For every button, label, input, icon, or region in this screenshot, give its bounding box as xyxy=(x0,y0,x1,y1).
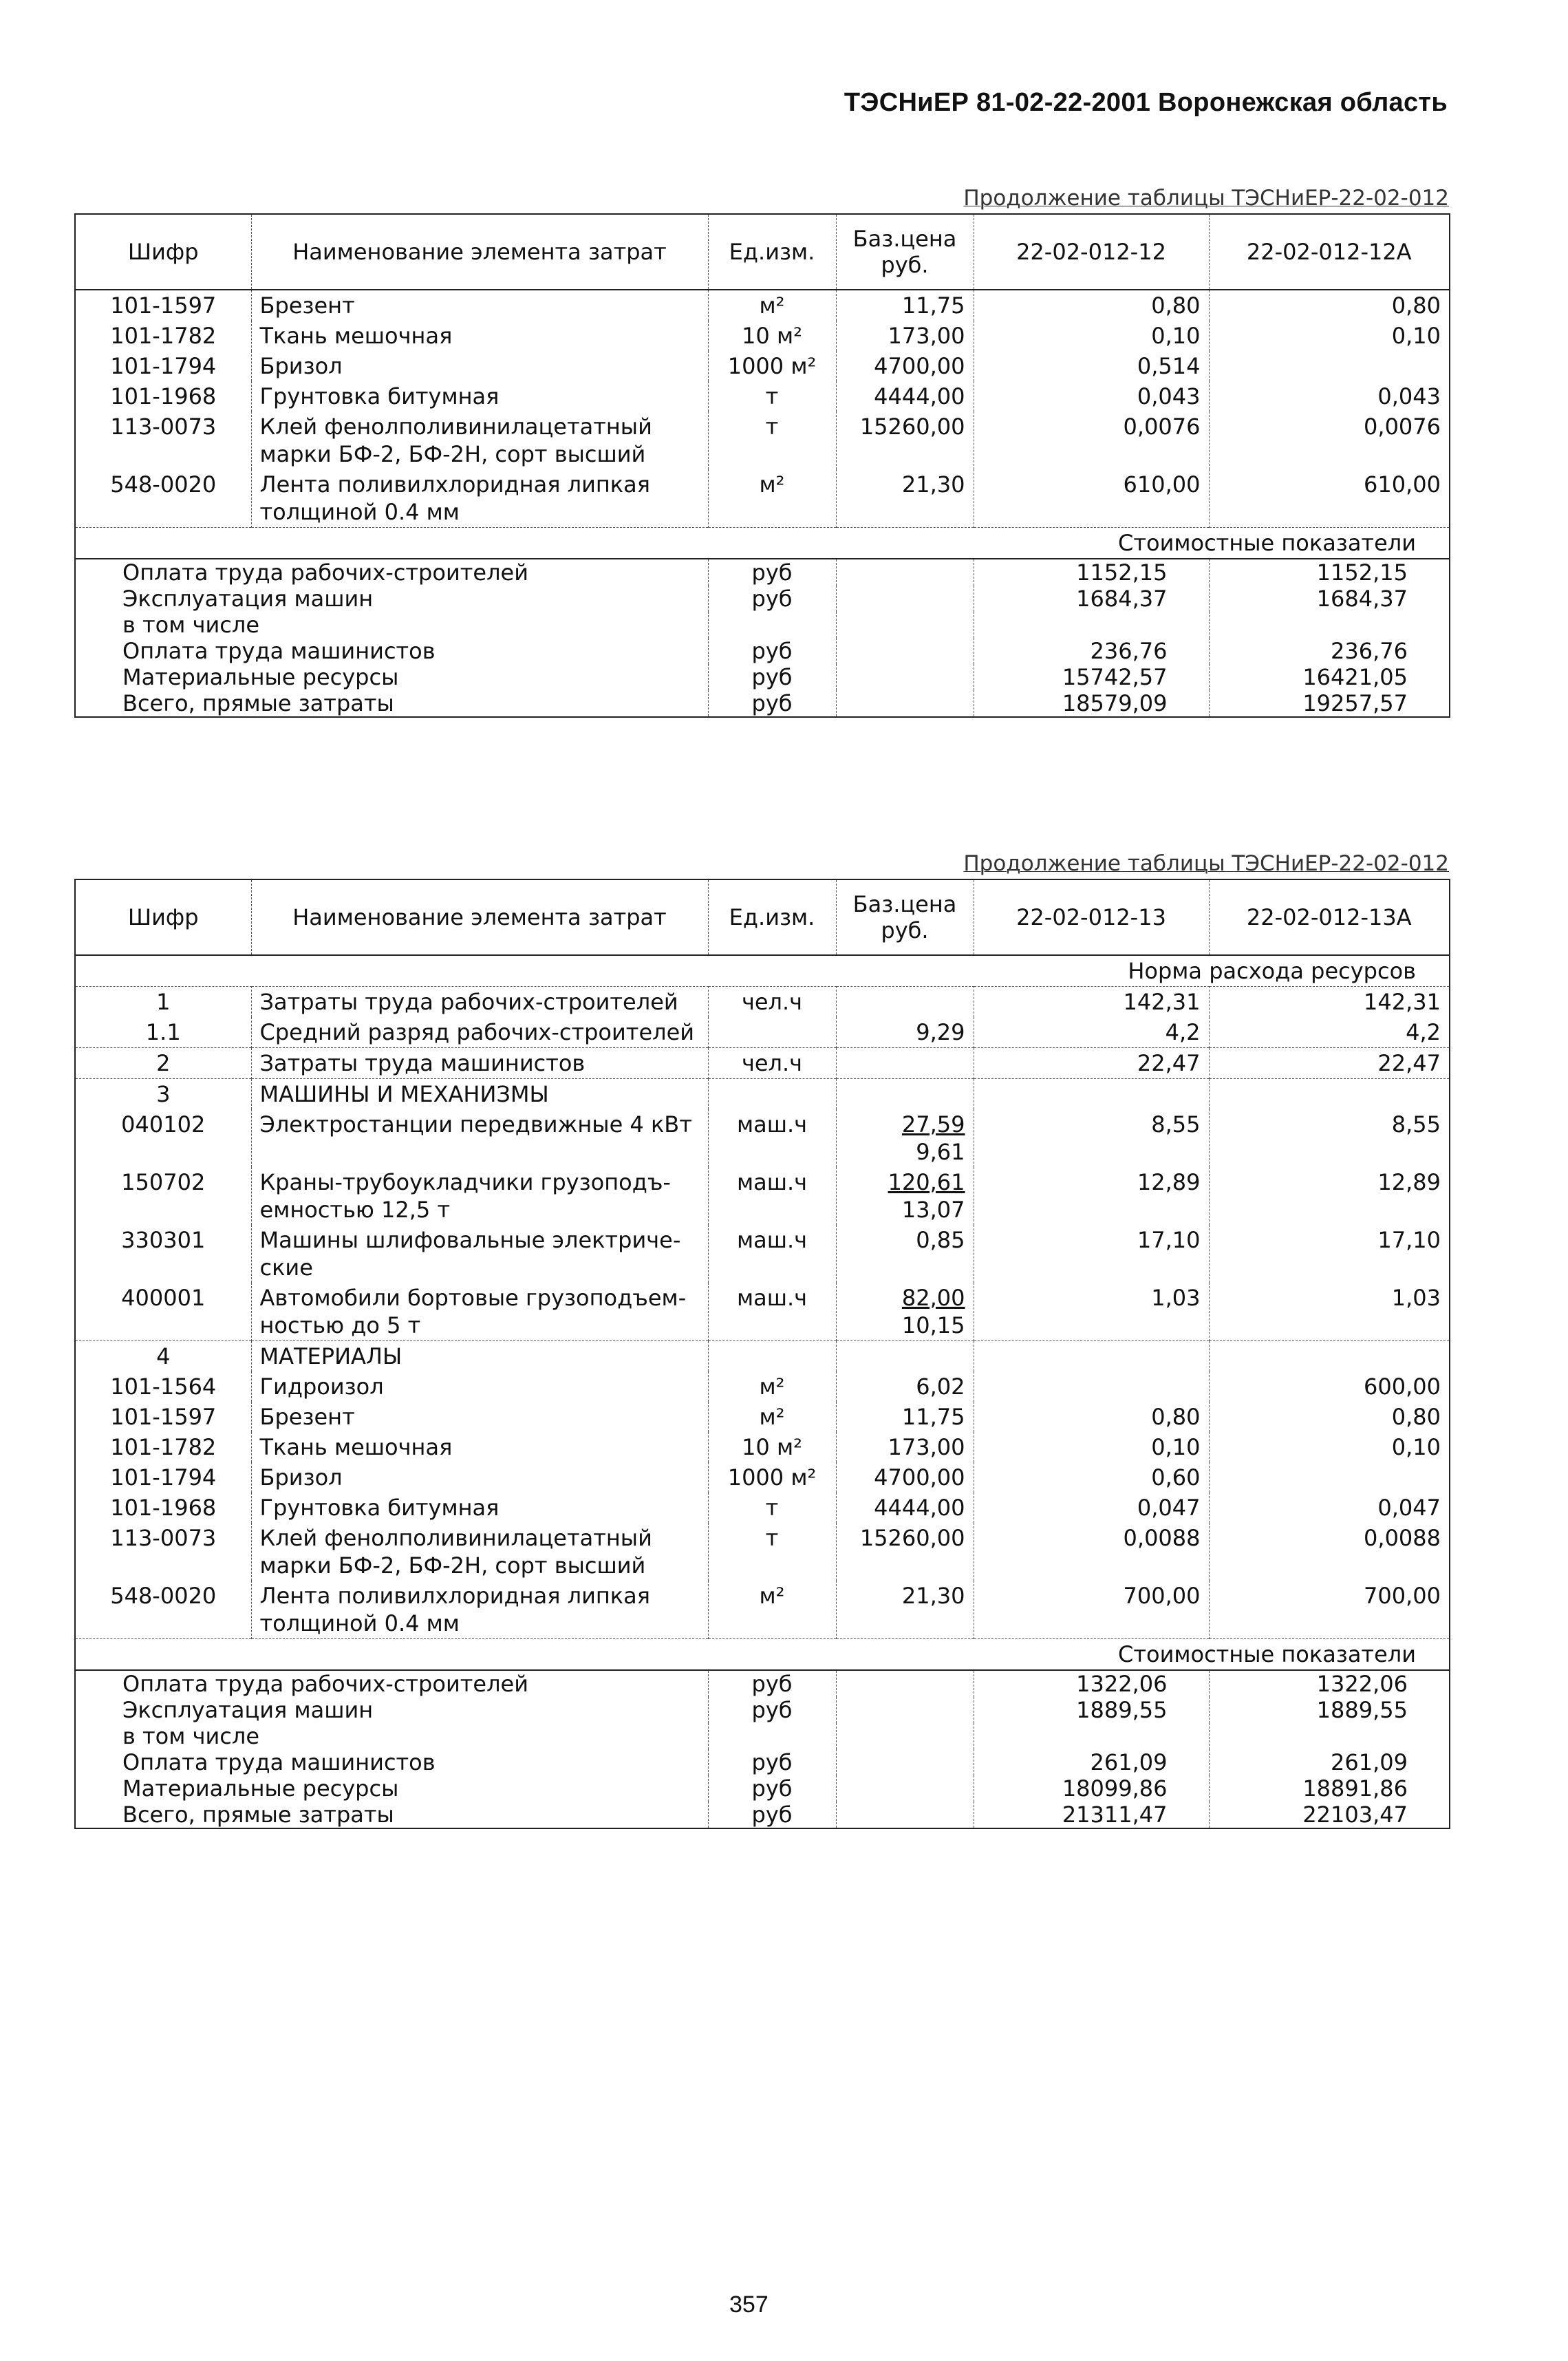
row-code: 101-1564 xyxy=(75,1371,251,1402)
totals-name: Материальные ресурсы xyxy=(75,664,708,690)
totals-value-2 xyxy=(1209,612,1450,638)
table-row xyxy=(75,1079,1450,1110)
row-name: Затраты труда рабочих-строителей xyxy=(251,987,708,1018)
col-code-header: Шифр xyxy=(75,214,251,290)
table-row xyxy=(75,1225,1450,1283)
row-value-2: 4,2 xyxy=(1209,1017,1450,1048)
totals-value-2: 261,09 xyxy=(1209,1749,1450,1775)
row-unit: 10 м² xyxy=(708,321,836,351)
totals-unit: руб xyxy=(708,1802,836,1828)
row-name: Затраты труда машинистов xyxy=(251,1048,708,1079)
row-value-2: 700,00 xyxy=(1209,1581,1450,1639)
row-unit: маш.ч xyxy=(708,1283,836,1341)
row-code: 101-1597 xyxy=(75,290,251,321)
row-name: Машины шлифовальные электриче-ские xyxy=(251,1225,708,1283)
row-unit: маш.ч xyxy=(708,1167,836,1225)
row-value-1: 22,47 xyxy=(974,1048,1209,1079)
row-value-2: 22,47 xyxy=(1209,1048,1450,1079)
row-price-value: 173,00 xyxy=(888,1434,965,1460)
row-price xyxy=(836,1017,974,1048)
totals-unit: руб xyxy=(708,1775,836,1802)
table-row xyxy=(75,1462,1450,1493)
totals-unit: руб xyxy=(708,559,836,586)
table1-caption: Продолжение таблицы ТЭСНиЕР-22-02-012 xyxy=(963,186,1449,211)
totals-value-1: 18579,09 xyxy=(974,690,1209,717)
row-price xyxy=(836,1341,974,1372)
totals-unit: руб xyxy=(708,690,836,717)
row-value-2: 610,00 xyxy=(1209,469,1450,528)
col-v2-header: 22-02-012-13А xyxy=(1209,879,1450,955)
row-value-1 xyxy=(974,1079,1209,1110)
row-value-1: 0,10 xyxy=(974,321,1209,351)
totals-name: Оплата труда машинистов xyxy=(75,1749,708,1775)
totals-row xyxy=(75,1697,1450,1723)
totals-value-2: 19257,57 xyxy=(1209,690,1450,717)
totals-name: в том числе xyxy=(75,1723,708,1749)
row-value-2: 8,55 xyxy=(1209,1109,1450,1167)
table-row xyxy=(75,351,1450,381)
totals-name: Эксплуатация машин xyxy=(75,1697,708,1723)
row-price xyxy=(836,1079,974,1110)
row-code: 101-1782 xyxy=(75,321,251,351)
totals-unit xyxy=(708,612,836,638)
totals-name: Всего, прямые затраты xyxy=(75,1802,708,1828)
row-unit: т xyxy=(708,1493,836,1523)
col-v2-header: 22-02-012-12А xyxy=(1209,214,1450,290)
totals-value-1: 236,76 xyxy=(974,638,1209,664)
totals-row xyxy=(75,1670,1450,1697)
row-value-1: 0,043 xyxy=(974,381,1209,412)
row-code: 101-1597 xyxy=(75,1402,251,1432)
totals-unit: руб xyxy=(708,664,836,690)
totals-value-2: 18891,86 xyxy=(1209,1775,1450,1802)
row-unit xyxy=(708,1079,836,1110)
row-price-value: 15260,00 xyxy=(859,414,965,440)
table-row xyxy=(75,1341,1450,1372)
row-price-value: 21,30 xyxy=(901,471,965,498)
totals-name: в том числе xyxy=(75,612,708,638)
totals-empty xyxy=(836,1802,974,1828)
row-value-2: 0,80 xyxy=(1209,1402,1450,1432)
resource-norm-label: Норма расхода ресурсов xyxy=(75,955,1450,987)
table-row xyxy=(75,1283,1450,1341)
cost-indicators-label-row xyxy=(75,1639,1450,1671)
totals-unit xyxy=(708,1723,836,1749)
table-row xyxy=(75,290,1450,321)
row-unit xyxy=(708,1341,836,1372)
row-code: 040102 xyxy=(75,1109,251,1167)
totals-name: Всего, прямые затраты xyxy=(75,690,708,717)
totals-empty xyxy=(836,638,974,664)
totals-value-2: 1322,06 xyxy=(1209,1670,1450,1697)
totals-name: Оплата труда рабочих-строителей xyxy=(75,559,708,586)
totals-name: Эксплуатация машин xyxy=(75,586,708,612)
row-price xyxy=(836,1493,974,1523)
totals-empty xyxy=(836,690,974,717)
row-unit: 1000 м² xyxy=(708,351,836,381)
row-unit xyxy=(708,1017,836,1048)
row-code: 330301 xyxy=(75,1225,251,1283)
row-unit: м² xyxy=(708,1581,836,1639)
row-price-value: 173,00 xyxy=(888,323,965,349)
table1-header-row xyxy=(75,214,1450,290)
totals-unit: руб xyxy=(708,1749,836,1775)
totals-value-2: 16421,05 xyxy=(1209,664,1450,690)
row-value-1: 1,03 xyxy=(974,1283,1209,1341)
row-value-2: 0,10 xyxy=(1209,321,1450,351)
row-name: Клей фенолполивинилацетатный марки БФ-2, БФ-2Н, сорт высший xyxy=(251,1523,708,1581)
row-name: Гидроизол xyxy=(251,1371,708,1402)
row-value-1: 12,89 xyxy=(974,1167,1209,1225)
totals-value-2: 236,76 xyxy=(1209,638,1450,664)
table2 xyxy=(74,879,1450,1829)
totals-empty xyxy=(836,586,974,612)
row-unit: маш.ч xyxy=(708,1225,836,1283)
row-price-value: 11,75 xyxy=(901,1404,965,1430)
totals-value-1: 1322,06 xyxy=(974,1670,1209,1697)
page-header: ТЭСНиЕР 81-02-22-2001 Воронежская область xyxy=(844,88,1448,117)
row-code: 101-1794 xyxy=(75,351,251,381)
row-price xyxy=(836,469,974,528)
table-row xyxy=(75,1581,1450,1639)
row-price xyxy=(836,1523,974,1581)
row-value-1: 4,2 xyxy=(974,1017,1209,1048)
resource-norm-label-row xyxy=(75,955,1450,987)
row-unit: т xyxy=(708,412,836,469)
row-value-2 xyxy=(1209,1341,1450,1372)
totals-row xyxy=(75,1749,1450,1775)
row-price-value: 4444,00 xyxy=(874,383,965,409)
row-name: Грунтовка битумная xyxy=(251,1493,708,1523)
totals-row xyxy=(75,664,1450,690)
row-name: Лента поливилхлоридная липкая толщиной 0.4 мм xyxy=(251,1581,708,1639)
totals-empty xyxy=(836,1775,974,1802)
totals-empty xyxy=(836,1723,974,1749)
row-name: Брезент xyxy=(251,290,708,321)
row-price xyxy=(836,1048,974,1079)
row-price xyxy=(836,1283,974,1341)
col-unit-header: Ед.изм. xyxy=(708,214,836,290)
totals-name: Оплата труда рабочих-строителей xyxy=(75,1670,708,1697)
row-price xyxy=(836,987,974,1018)
table-row xyxy=(75,1167,1450,1225)
row-price xyxy=(836,1109,974,1167)
row-code: 101-1794 xyxy=(75,1462,251,1493)
row-price xyxy=(836,1462,974,1493)
row-price-machinist: 13,07 xyxy=(901,1197,965,1223)
row-unit: т xyxy=(708,381,836,412)
totals-value-1 xyxy=(974,1723,1209,1749)
row-price-value: 0,85 xyxy=(916,1227,965,1253)
totals-unit: руб xyxy=(708,1670,836,1697)
row-name: Средний разряд рабочих-строителей xyxy=(251,1017,708,1048)
row-price-value: 21,30 xyxy=(901,1583,965,1609)
totals-row xyxy=(75,1775,1450,1802)
row-value-2: 142,31 xyxy=(1209,987,1450,1018)
row-price xyxy=(836,1167,974,1225)
totals-empty xyxy=(836,664,974,690)
row-code: 113-0073 xyxy=(75,412,251,469)
row-name: МАШИНЫ И МЕХАНИЗМЫ xyxy=(251,1079,708,1110)
row-name: Ткань мешочная xyxy=(251,1432,708,1462)
totals-empty xyxy=(836,559,974,586)
totals-unit: руб xyxy=(708,638,836,664)
row-value-2 xyxy=(1209,1462,1450,1493)
row-unit: 10 м² xyxy=(708,1432,836,1462)
row-value-1: 0,80 xyxy=(974,290,1209,321)
row-price-machinist: 10,15 xyxy=(901,1312,965,1338)
row-unit: чел.ч xyxy=(708,1048,836,1079)
row-price xyxy=(836,1371,974,1402)
table2-caption: Продолжение таблицы ТЭСНиЕР-22-02-012 xyxy=(963,851,1449,876)
row-unit: маш.ч xyxy=(708,1109,836,1167)
row-price-value: 6,02 xyxy=(916,1374,965,1400)
row-value-2: 0,80 xyxy=(1209,290,1450,321)
row-price-value: 9,29 xyxy=(916,1019,965,1045)
row-value-2: 0,10 xyxy=(1209,1432,1450,1462)
row-unit: чел.ч xyxy=(708,987,836,1018)
col-name-header: Наименование элемента затрат xyxy=(251,879,708,955)
table-row xyxy=(75,381,1450,412)
totals-value-2: 1684,37 xyxy=(1209,586,1450,612)
row-code: 548-0020 xyxy=(75,469,251,528)
cost-indicators-label-row xyxy=(75,528,1450,559)
row-code: 1.1 xyxy=(75,1017,251,1048)
row-price-value: 27,59 xyxy=(901,1111,965,1137)
row-price xyxy=(836,412,974,469)
row-price xyxy=(836,1402,974,1432)
table2-header-row xyxy=(75,879,1450,955)
row-value-1: 142,31 xyxy=(974,987,1209,1018)
totals-value-1 xyxy=(974,612,1209,638)
totals-row xyxy=(75,559,1450,586)
row-price-value: 82,00 xyxy=(901,1285,965,1311)
table-row xyxy=(75,1017,1450,1048)
row-name: Автомобили бортовые грузоподъем-ностью до 5 т xyxy=(251,1283,708,1341)
row-code: 113-0073 xyxy=(75,1523,251,1581)
table-row xyxy=(75,1371,1450,1402)
row-value-1: 8,55 xyxy=(974,1109,1209,1167)
table-row xyxy=(75,412,1450,469)
totals-value-2: 1152,15 xyxy=(1209,559,1450,586)
row-price-machinist: 9,61 xyxy=(916,1139,965,1165)
totals-empty xyxy=(836,612,974,638)
col-price-header: Баз.цена руб. xyxy=(836,214,974,290)
row-name: Краны-трубоукладчики грузоподъ-емностью 12,5 т xyxy=(251,1167,708,1225)
totals-unit: руб xyxy=(708,1697,836,1723)
row-value-1: 700,00 xyxy=(974,1581,1209,1639)
row-unit: т xyxy=(708,1523,836,1581)
page-number: 357 xyxy=(729,2291,769,2318)
row-name: Брезент xyxy=(251,1402,708,1432)
row-value-2 xyxy=(1209,1079,1450,1110)
row-value-1: 0,514 xyxy=(974,351,1209,381)
table1 xyxy=(74,213,1450,718)
row-price-value: 4444,00 xyxy=(874,1495,965,1521)
row-unit: м² xyxy=(708,469,836,528)
col-v1-header: 22-02-012-12 xyxy=(974,214,1209,290)
row-value-1: 17,10 xyxy=(974,1225,1209,1283)
col-unit-header: Ед.изм. xyxy=(708,879,836,955)
row-value-2: 600,00 xyxy=(1209,1371,1450,1402)
row-value-2 xyxy=(1209,351,1450,381)
row-name: Бризол xyxy=(251,351,708,381)
row-name: Клей фенолполивинилацетатный марки БФ-2, БФ-2Н, сорт высший xyxy=(251,412,708,469)
row-name: МАТЕРИАЛЫ xyxy=(251,1341,708,1372)
row-code: 400001 xyxy=(75,1283,251,1341)
row-price xyxy=(836,1581,974,1639)
totals-empty xyxy=(836,1697,974,1723)
col-code-header: Шифр xyxy=(75,879,251,955)
totals-row xyxy=(75,638,1450,664)
row-price-value: 4700,00 xyxy=(874,353,965,379)
totals-row xyxy=(75,586,1450,612)
row-price xyxy=(836,321,974,351)
cost-indicators-label: Стоимостные показатели xyxy=(75,528,1450,559)
totals-value-1: 18099,86 xyxy=(974,1775,1209,1802)
row-code: 3 xyxy=(75,1079,251,1110)
row-price xyxy=(836,381,974,412)
row-price-value: 4700,00 xyxy=(874,1464,965,1491)
totals-row xyxy=(75,690,1450,717)
row-name: Электростанции передвижные 4 кВт xyxy=(251,1109,708,1167)
row-code: 150702 xyxy=(75,1167,251,1225)
row-value-2: 12,89 xyxy=(1209,1167,1450,1225)
totals-empty xyxy=(836,1749,974,1775)
row-unit: м² xyxy=(708,1371,836,1402)
row-value-1: 0,047 xyxy=(974,1493,1209,1523)
totals-value-1: 1684,37 xyxy=(974,586,1209,612)
row-price-value: 11,75 xyxy=(901,292,965,319)
row-unit: м² xyxy=(708,290,836,321)
row-price xyxy=(836,351,974,381)
row-name: Ткань мешочная xyxy=(251,321,708,351)
row-name: Лента поливилхлоридная липкая толщиной 0.4 мм xyxy=(251,469,708,528)
row-code: 101-1782 xyxy=(75,1432,251,1462)
row-price xyxy=(836,290,974,321)
row-price xyxy=(836,1432,974,1462)
totals-value-1: 21311,47 xyxy=(974,1802,1209,1828)
row-value-1: 0,60 xyxy=(974,1462,1209,1493)
row-value-1 xyxy=(974,1371,1209,1402)
row-price-value: 120,61 xyxy=(888,1169,965,1195)
row-value-2: 17,10 xyxy=(1209,1225,1450,1283)
row-code: 4 xyxy=(75,1341,251,1372)
cost-indicators-label: Стоимостные показатели xyxy=(75,1639,1450,1671)
row-value-1: 0,10 xyxy=(974,1432,1209,1462)
row-code: 101-1968 xyxy=(75,1493,251,1523)
totals-value-1: 1152,15 xyxy=(974,559,1209,586)
row-code: 101-1968 xyxy=(75,381,251,412)
table-row xyxy=(75,987,1450,1018)
row-price-value: 15260,00 xyxy=(859,1525,965,1551)
row-value-2: 1,03 xyxy=(1209,1283,1450,1341)
row-value-2: 0,0076 xyxy=(1209,412,1450,469)
row-value-1: 0,0088 xyxy=(974,1523,1209,1581)
row-name: Бризол xyxy=(251,1462,708,1493)
row-value-2: 0,047 xyxy=(1209,1493,1450,1523)
totals-value-2 xyxy=(1209,1723,1450,1749)
totals-row xyxy=(75,1802,1450,1828)
totals-name: Материальные ресурсы xyxy=(75,1775,708,1802)
totals-value-1: 261,09 xyxy=(974,1749,1209,1775)
totals-value-2: 1889,55 xyxy=(1209,1697,1450,1723)
table-row xyxy=(75,1493,1450,1523)
table-row xyxy=(75,1523,1450,1581)
table-row xyxy=(75,1048,1450,1079)
row-value-1: 0,0076 xyxy=(974,412,1209,469)
row-code: 548-0020 xyxy=(75,1581,251,1639)
totals-name: Оплата труда машинистов xyxy=(75,638,708,664)
row-price xyxy=(836,1225,974,1283)
row-name: Грунтовка битумная xyxy=(251,381,708,412)
row-value-1 xyxy=(974,1341,1209,1372)
totals-row xyxy=(75,612,1450,638)
col-name-header: Наименование элемента затрат xyxy=(251,214,708,290)
row-value-2: 0,043 xyxy=(1209,381,1450,412)
table-row xyxy=(75,1109,1450,1167)
totals-value-2: 22103,47 xyxy=(1209,1802,1450,1828)
totals-value-1: 15742,57 xyxy=(974,664,1209,690)
col-price-header: Баз.цена руб. xyxy=(836,879,974,955)
table-row xyxy=(75,1402,1450,1432)
table-row xyxy=(75,469,1450,528)
table-row xyxy=(75,1432,1450,1462)
totals-empty xyxy=(836,1670,974,1697)
row-code: 1 xyxy=(75,987,251,1018)
totals-unit: руб xyxy=(708,586,836,612)
col-v1-header: 22-02-012-13 xyxy=(974,879,1209,955)
totals-value-1: 1889,55 xyxy=(974,1697,1209,1723)
row-code: 2 xyxy=(75,1048,251,1079)
row-value-1: 0,80 xyxy=(974,1402,1209,1432)
table-row xyxy=(75,321,1450,351)
row-unit: м² xyxy=(708,1402,836,1432)
row-unit: 1000 м² xyxy=(708,1462,836,1493)
row-value-1: 610,00 xyxy=(974,469,1209,528)
row-value-2: 0,0088 xyxy=(1209,1523,1450,1581)
totals-row xyxy=(75,1723,1450,1749)
